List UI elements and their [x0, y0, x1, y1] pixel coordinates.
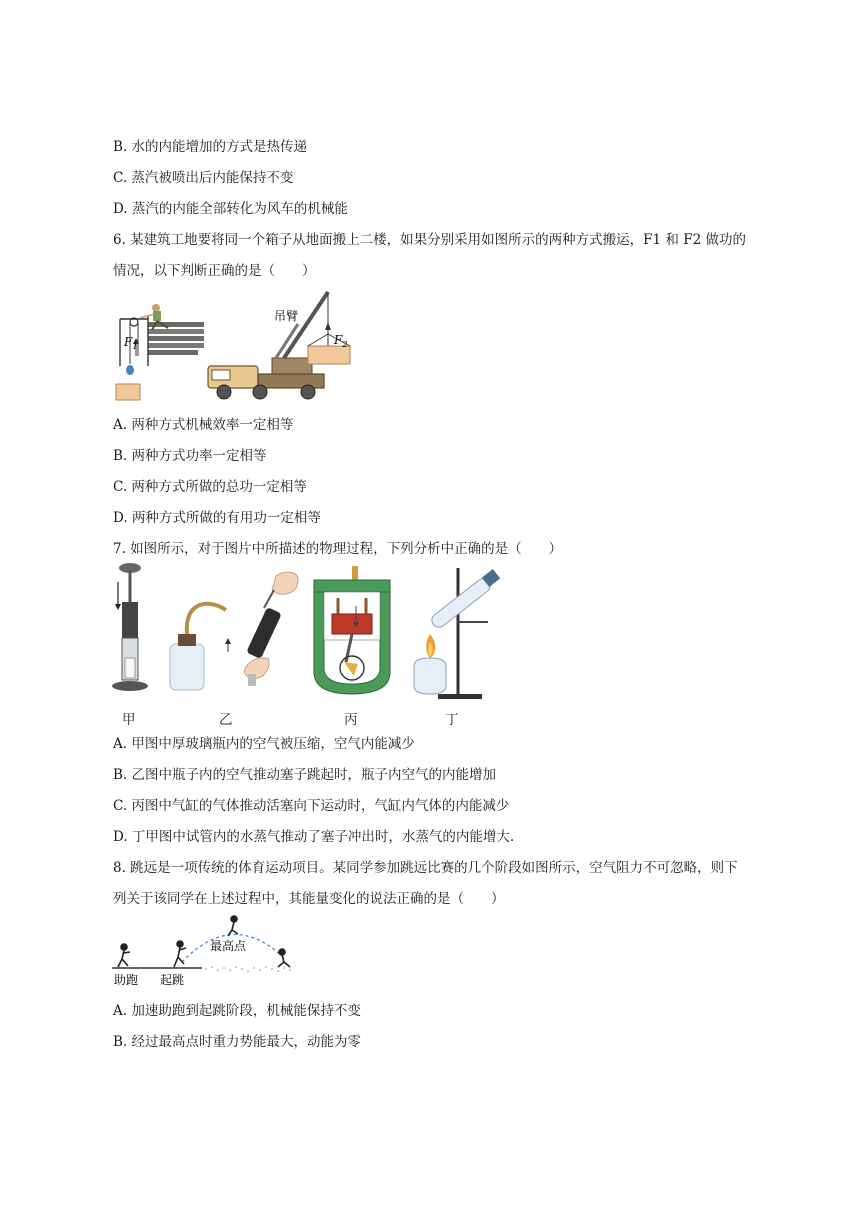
q7-option-c: C. 丙图中气缸的气体推动活塞向下运动时，气缸内气体的内能减少: [113, 798, 510, 814]
q5-option-d: D. 蒸汽的内能全部转化为风车的机械能: [113, 201, 348, 217]
q6-option-c: C. 两种方式所做的总功一定相等: [113, 479, 307, 495]
q8-option-b: B. 经过最高点时重力势能最大，动能为零: [113, 1034, 362, 1050]
takeoff-label: 起跳: [160, 973, 185, 987]
q8-stem-line-1: 8. 跳远是一项传统的体育运动项目。某同学参加跳远比赛的几个阶段如图所示，空气阻力不可忽略，则下: [113, 860, 738, 876]
q6-option-b: B. 两种方式功率一定相等: [113, 448, 267, 464]
q8-option-a: A. 加速助跑到起跳阶段，机械能保持不变: [113, 1003, 361, 1019]
bottle-pump-illustration: [170, 572, 298, 690]
pulley-illustration: [116, 304, 204, 400]
q6-option-d: D. 两种方式所做的有用功一定相等: [113, 510, 321, 526]
q7-caption-ding: 丁: [445, 712, 459, 728]
f1-label: $F_1$: [124, 335, 138, 351]
q7-caption-bing: 丙: [344, 712, 358, 728]
q5-option-c: C. 蒸汽被喷出后内能保持不变: [113, 170, 294, 186]
run-up-label: 助跑: [114, 973, 139, 987]
q6-option-a: A. 两种方式机械效率一定相等: [113, 417, 294, 433]
q7-caption-yi: 乙: [219, 712, 233, 728]
landing-figure: [278, 949, 290, 967]
peak-label: 最高点: [210, 939, 247, 953]
q7-option-d: D. 丁甲图中试管内的水蒸气推动了塞子冲出时，水蒸气的内能增大.: [113, 829, 515, 845]
runner-figure: [118, 944, 130, 967]
q8-figure-long-jump: [110, 914, 300, 990]
q7-option-b: B. 乙图中瓶子内的空气推动塞子跳起时，瓶子内空气的内能增加: [113, 767, 497, 783]
crane-arm-label: 吊臂: [274, 309, 299, 323]
q8-stem-line-2: 列关于该同学在上述过程中，其能量变化的说法正确的是（ ）: [113, 891, 505, 907]
q5-option-b: B. 水的内能增加的方式是热传递: [113, 139, 308, 155]
q6-stem-line-2: 情况，以下判断正确的是（ ）: [113, 263, 316, 279]
engine-cylinder-illustration: [314, 566, 390, 694]
q7-option-a: A. 甲图中厚玻璃瓶内的空气被压缩，空气内能减少: [113, 736, 415, 752]
test-tube-burner-illustration: [414, 568, 500, 699]
compression-cylinder-illustration: [112, 563, 148, 691]
q7-figure-four-experiments: [108, 562, 528, 702]
q7-stem: 7. 如图所示，对于图片中所描述的物理过程，下列分析中正确的是（ ）: [113, 541, 563, 557]
peak-figure: [228, 916, 238, 936]
takeoff-figure: [174, 941, 186, 967]
q7-caption-jia: 甲: [122, 712, 136, 728]
f2-label: $F_2$: [334, 333, 348, 349]
q6-figure-pulley-and-crane: [112, 286, 362, 406]
q6-stem-line-1: 6. 某建筑工地要将同一个箱子从地面搬上二楼，如果分别采用如图所示的两种方式搬运，F1 和 F2 做功的: [113, 232, 746, 248]
